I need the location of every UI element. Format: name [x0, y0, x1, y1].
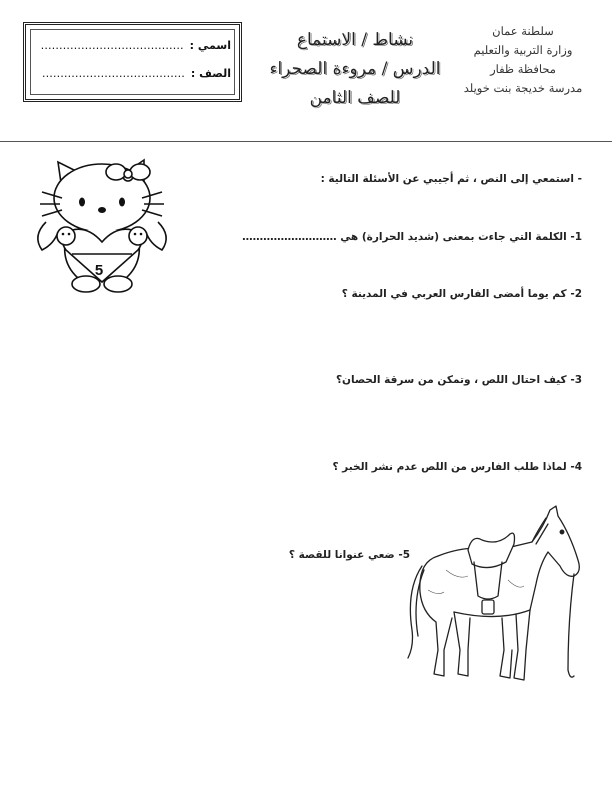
header-divider — [0, 141, 612, 142]
instruction-text: - استمعي إلى النص ، ثم أجيبي عن الأسئلة التالية : — [320, 173, 582, 185]
school-line-governorate: محافظة ظفار — [490, 62, 556, 76]
worksheet-title — [240, 26, 470, 113]
student-name-box — [23, 22, 242, 102]
question-4: 4- لماذا طلب الفارس من اللص عدم نشر الخبر ؟ — [332, 461, 582, 473]
school-info — [448, 22, 598, 98]
class-label: الصف : — [190, 67, 231, 80]
school-line-country: سلطنة عمان — [492, 24, 554, 38]
name-field[interactable]: ………………………………… — [40, 39, 184, 52]
question-2: 2- كم يوما أمضى الفارس العربي في المدينة ؟ — [341, 288, 582, 300]
saddled-horse-illustration — [398, 500, 588, 690]
name-label: اسمي : — [189, 39, 231, 52]
question-1: 1- الكلمة التي جاءت بمعنى (شديد الحرارة) هي ……………………… — [242, 231, 582, 243]
title-grade: للصف الثامن — [309, 88, 401, 108]
title-activity: نشاط / الاستماع — [296, 30, 414, 50]
question-3: 3- كيف احتال اللص ، وتمكن من سرقة الحصان؟ — [335, 374, 582, 386]
class-field[interactable]: ………………………………… — [41, 67, 185, 80]
school-line-ministry: وزارة التربية والتعليم — [473, 43, 573, 57]
class-row — [36, 67, 231, 80]
name-row — [36, 39, 231, 52]
hello-kitty-score-icon — [28, 150, 176, 300]
title-lesson: الدرس / مروءة الصحراء — [269, 59, 441, 79]
question-5: 5- ضعي عنوانا للقصة ؟ — [288, 549, 410, 561]
score-number: 5 — [94, 262, 104, 279]
school-line-school: مدرسة خديجة بنت خويلد — [463, 81, 583, 95]
